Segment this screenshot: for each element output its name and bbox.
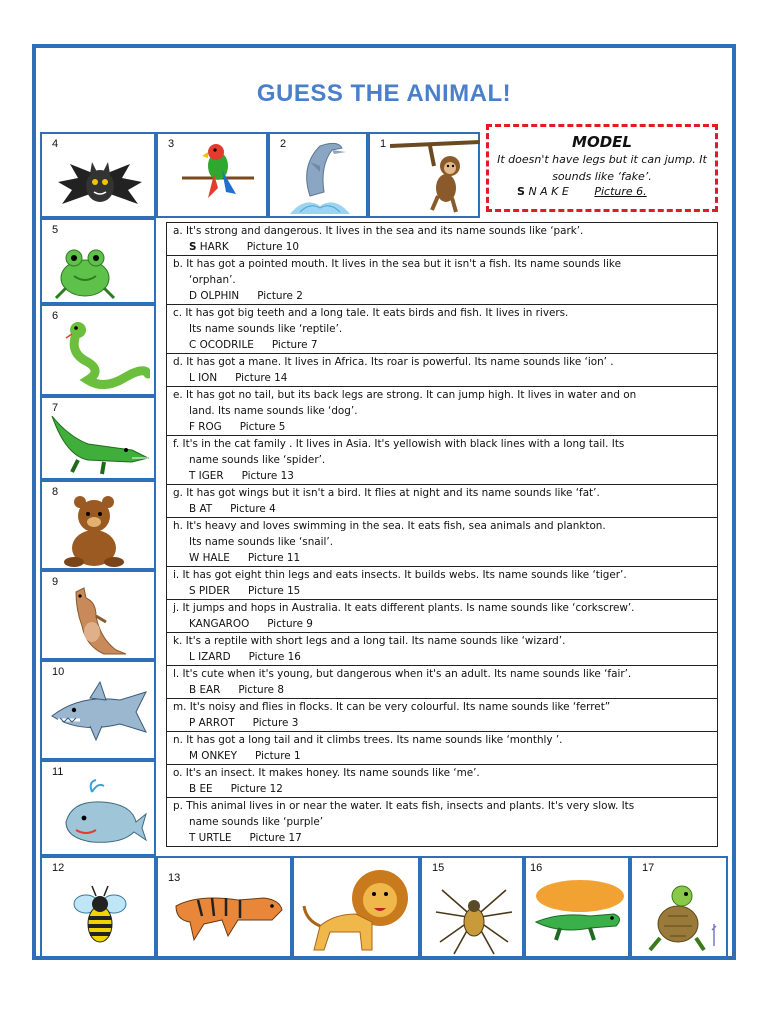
lion-icon: [300, 860, 416, 956]
picture-number: 10: [52, 666, 65, 678]
model-answer-first-letter: S: [517, 185, 525, 198]
model-answer-picture: Picture 6.: [594, 185, 647, 198]
answer-picture: Picture 10: [246, 241, 300, 253]
answer-rest: HALE: [199, 552, 230, 564]
question-text: a. It's strong and dangerous. It lives in the sea and its name sounds like ‘park’.: [173, 225, 584, 237]
question-text: name sounds like ‘spider’.: [189, 454, 326, 466]
answer: [173, 682, 713, 698]
picture-cell-4: [40, 132, 156, 218]
frog-icon: [48, 242, 122, 302]
answer-rest: OCODRILE: [196, 339, 254, 351]
picture-number: 7: [52, 402, 59, 414]
picture-cell-17: [630, 856, 728, 958]
monkey-icon: [390, 136, 480, 216]
answer: [173, 370, 713, 386]
picture-number: 16: [530, 862, 543, 874]
question-text: Its name sounds like ‘snail’.: [189, 536, 334, 548]
turtle-icon: [642, 880, 722, 956]
question-text: d. It has got a mane. It lives in Africa. Its roar is powerful. Its name sounds like ‘ion’ .: [173, 356, 614, 368]
answer-picture: Picture 8: [238, 684, 284, 696]
kangaroo-icon: [56, 586, 136, 660]
question-text: p. This animal lives in or near the water. It eats fish, insects and plants. It's very slow. Its: [173, 800, 635, 812]
snake-icon: [64, 320, 150, 392]
answer: [173, 649, 713, 665]
model-heading: MODEL: [572, 133, 632, 151]
answer-rest: URTLE: [195, 832, 232, 844]
picture-number: 6: [52, 310, 59, 322]
answer: [173, 337, 713, 353]
picture-number: 8: [52, 486, 59, 498]
picture-number: 13: [168, 872, 181, 884]
model-example-box: [486, 124, 718, 212]
answer-picture: Picture 1: [254, 750, 301, 762]
answer-picture: Picture 2: [257, 290, 303, 302]
question-row: [167, 222, 717, 256]
answer-first-letter: P: [189, 717, 196, 729]
answer-first-letter: C: [189, 339, 197, 351]
picture-cell-9: [40, 570, 156, 660]
question-row: [167, 633, 717, 666]
parrot-icon: [178, 138, 258, 214]
picture-cell-14: [292, 856, 420, 958]
tiger-icon: [168, 880, 288, 950]
answer-first-letter: F: [189, 421, 195, 433]
question-row: [167, 666, 717, 699]
answer-picture: Picture 13: [241, 470, 294, 482]
answer-picture: Picture 17: [249, 832, 302, 844]
picture-number: 2: [280, 138, 287, 150]
answer-rest: ION: [194, 372, 218, 384]
question-text: n. It has got a long tail and it climbs trees. Its name sounds like ‘monthly ’.: [173, 734, 563, 746]
bear-icon: [54, 494, 134, 568]
question-row: [167, 567, 717, 600]
answer-first-letter: W: [189, 552, 200, 564]
question-row: [167, 798, 717, 847]
question-text: Its name sounds like ‘reptile’.: [189, 323, 343, 335]
model-text: It doesn't have legs but it can jump. It sounds like ‘fake’.: [497, 153, 707, 183]
picture-number: 12: [52, 862, 65, 874]
answer-rest: ROG: [194, 421, 222, 433]
answer-first-letter: S: [189, 241, 197, 253]
answer-first-letter: K: [189, 618, 196, 630]
picture-cell-7: [40, 396, 156, 480]
picture-cell-8: [40, 480, 156, 570]
question-text: g. It has got wings but it isn't a bird. It flies at night and its name sounds like ‘fat’.: [173, 487, 600, 499]
answer-first-letter: T: [189, 470, 196, 482]
picture-cell-6: [40, 304, 156, 396]
picture-number: 3: [168, 138, 175, 150]
question-row: [167, 518, 717, 567]
answer-rest: EE: [196, 783, 213, 795]
question-row: [167, 256, 717, 305]
question-text: c. It has got big teeth and a long tale. It eats birds and fish. It lives in rivers.: [173, 307, 569, 319]
model-answer-rest: N A K E: [528, 185, 569, 198]
answer-first-letter: B: [189, 783, 197, 795]
answer: [173, 616, 713, 632]
answer: [173, 781, 713, 797]
answer-first-letter: B: [189, 503, 197, 515]
answer-picture: Picture 12: [230, 783, 283, 795]
picture-number: 4: [52, 138, 59, 150]
picture-number: 11: [52, 766, 64, 778]
answer: [173, 715, 713, 731]
answer-rest: EAR: [196, 684, 221, 696]
picture-cell-2: [268, 132, 368, 218]
question-text: h. It's heavy and loves swimming in the sea. It eats fish, sea animals and plankton.: [173, 520, 606, 532]
question-text: o. It's an insect. It makes honey. Its name sounds like ‘me’.: [173, 767, 480, 779]
shark-icon: [50, 676, 150, 754]
answer: [173, 239, 713, 255]
question-text: m. It's noisy and flies in flocks. It can be very colourful. Its name sounds like ‘ferret”: [173, 701, 611, 713]
spider-icon: [432, 882, 516, 956]
answer-first-letter: D: [189, 290, 198, 302]
answer-rest: AT: [196, 503, 213, 515]
question-row: [167, 732, 717, 765]
dolphin-icon: [280, 136, 360, 218]
answer-rest: ARROT: [195, 717, 235, 729]
question-row: [167, 699, 717, 732]
question-row: [167, 354, 717, 387]
question-row: [167, 387, 717, 436]
answer-rest: IGER: [195, 470, 224, 482]
answer-picture: Picture 9: [267, 618, 313, 630]
picture-cell-10: [40, 660, 156, 760]
answer-first-letter: M: [189, 750, 198, 762]
answer-rest: IZARD: [194, 651, 231, 663]
model-answer: [489, 185, 715, 198]
question-row: [167, 600, 717, 633]
answer-rest: ONKEY: [197, 750, 237, 762]
crocodile-icon: [48, 406, 152, 476]
questions-table: [166, 222, 718, 847]
question-row: [167, 765, 717, 798]
answer-first-letter: L: [189, 372, 195, 384]
picture-cell-3: [156, 132, 268, 218]
question-text: l. It's cute when it's young, but dangerous when it's an adult. Its name sounds like ‘fair’.: [173, 668, 632, 680]
question-row: [167, 436, 717, 485]
answer: [173, 748, 713, 764]
bat-icon: [50, 156, 150, 216]
picture-number: 15: [432, 862, 445, 874]
answer-first-letter: S: [189, 585, 196, 597]
question-text: f. It's in the cat family . It lives in Asia. It's yellowish with black lines with a long tail. Its: [173, 438, 625, 450]
lizard-icon: [530, 872, 628, 952]
answer: [173, 419, 713, 435]
answer-picture: Picture 4: [230, 503, 276, 515]
picture-cell-13: [156, 856, 292, 958]
question-text: land. Its name sounds like ‘dog’.: [189, 405, 358, 417]
picture-cell-1: [368, 132, 480, 218]
answer-picture: Picture 16: [248, 651, 301, 663]
answer: [173, 501, 713, 517]
page-title: GUESS THE ANIMAL!: [256, 80, 512, 107]
answer-rest: HARK: [196, 241, 229, 253]
picture-number: 1: [380, 138, 387, 150]
picture-number: 17: [642, 862, 655, 874]
answer: [173, 830, 713, 846]
answer-picture: Picture 11: [247, 552, 301, 564]
question-text: b. It has got a pointed mouth. It lives in the sea but it isn't a fish. Its name sounds like: [173, 258, 621, 270]
picture-cell-16: [524, 856, 630, 958]
answer-first-letter: B: [189, 684, 197, 696]
answer-first-letter: T: [189, 832, 196, 844]
answer-rest: OLPHIN: [197, 290, 240, 302]
picture-number: 5: [52, 224, 59, 236]
question-text: i. It has got eight thin legs and eats insects. It builds webs. Its name sounds like ‘tiger’.: [173, 569, 627, 581]
question-row: [167, 305, 717, 354]
answer-picture: Picture 3: [252, 717, 299, 729]
picture-cell-12: [40, 856, 156, 958]
answer-picture: Picture 14: [235, 372, 288, 384]
picture-number: 9: [52, 576, 59, 588]
question-text: j. It jumps and hops in Australia. It eats different plants. Is name sounds like ‘corkscrew’.: [173, 602, 635, 614]
answer-rest: ANGAROO: [195, 618, 250, 630]
answer-rest: PIDER: [195, 585, 231, 597]
answer-picture: Picture 7: [271, 339, 318, 351]
question-text: ‘orphan’.: [189, 274, 236, 286]
question-text: e. It has got no tail, but its back legs are strong. It can jump high. It lives in water and on: [173, 389, 637, 401]
whale-icon: [62, 778, 148, 852]
bee-icon: [68, 882, 132, 950]
picture-cell-5: [40, 218, 156, 304]
answer-first-letter: L: [189, 651, 195, 663]
picture-cell-15: [420, 856, 524, 958]
question-text: name sounds like ‘purple’: [189, 816, 324, 828]
answer: [173, 288, 713, 304]
question-text: k. It's a reptile with short legs and a long tail. Its name sounds like ‘wizard’.: [173, 635, 566, 647]
answer: [173, 550, 713, 566]
question-row: [167, 485, 717, 518]
answer-picture: Picture 5: [239, 421, 286, 433]
answer: [173, 583, 713, 599]
picture-cell-11: [40, 760, 156, 856]
answer-picture: Picture 15: [248, 585, 301, 597]
answer: [173, 468, 713, 484]
